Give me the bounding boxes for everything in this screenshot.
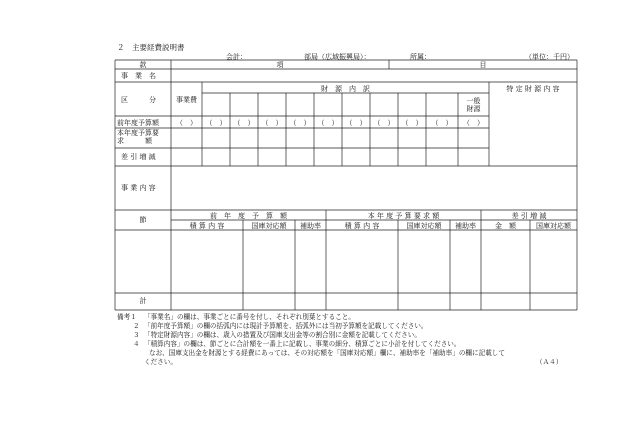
note-4: 「積算内容」の欄は、節ごとに合計額を一番上に記載し、事業の細分、積算ごとに小計を付してください。 [144, 340, 461, 348]
paren-cell: （ ） [233, 119, 255, 127]
unit-label: （単位：千円） [525, 53, 574, 61]
paren-cell: （ ） [289, 119, 311, 127]
bureau-label: 部局（広域振興局）： [304, 53, 371, 61]
notes-label: 備考１ [117, 313, 137, 321]
moku-header: 目 [479, 61, 487, 69]
cur-estimate-header: 積 算 内 容 [344, 222, 380, 230]
setsu-header: 節 [139, 216, 147, 224]
current-request-detail-header: 本 年 度 予 算 要 求 額 [367, 212, 440, 220]
section-title: ２ 主要経費説明書 [117, 43, 185, 52]
note-2-number: ２ [133, 322, 140, 330]
funding-breakdown-header: 財 源 内 訳 [321, 85, 370, 93]
diff-national-header: 国庫対応額 [536, 222, 571, 230]
paren-cell: （ ） [205, 119, 227, 127]
project-content-label: 事 業 内 容 [121, 184, 156, 192]
paren-cell: （ ） [345, 119, 367, 127]
paren-cell: （ ） [261, 119, 283, 127]
diff-amount-header: 金 額 [495, 222, 516, 230]
paren-cell: （ ） [401, 119, 423, 127]
note-4-end: ください。 [144, 358, 177, 366]
paren-cell: （ ） [317, 119, 339, 127]
cur-national-header: 国庫対応額 [406, 222, 442, 230]
note-4-number: ４ [133, 340, 140, 348]
general-funds-header: 一般 財源 [466, 97, 481, 113]
kan-header: 款 [139, 61, 147, 69]
prev-subsidy-rate-header: 補助率 [300, 222, 321, 230]
project-cost-header: 事業費 [176, 96, 197, 104]
note-4-continued: なお、国庫支出金を財源とする経費にあっては、その対応額を「国庫対応額」欄に、補助率を「補助率」の欄に記載して [149, 349, 505, 357]
paper-size-label: （Ａ４） [536, 358, 563, 366]
cur-subsidy-rate-header: 補助率 [455, 222, 476, 230]
prev-national-header: 国庫対応額 [251, 222, 287, 230]
prev-budget-detail-header: 前 年 度 予 算 額 [210, 212, 287, 220]
division-label: 区 分 [121, 96, 156, 104]
paren-cell: （ ） [373, 119, 395, 127]
prev-estimate-header: 積 算 内 容 [189, 222, 225, 230]
note-3-number: ３ [133, 331, 140, 339]
paren-cell: （ ） [431, 119, 453, 127]
request-label-line1: 本年度予算要 [117, 129, 159, 137]
difference-label: 差 引 増 減 [121, 153, 156, 161]
account-label: 会計： [226, 53, 247, 61]
affiliation-label: 所属： [410, 53, 431, 61]
paren-cell: （ ） [463, 119, 484, 127]
diff-detail-header: 差 引 増 減 [511, 212, 547, 220]
note-3: 「特定財源内容」の欄は、歳入の措置及び国庫支出金等の割合別に金額を記載してください。 [144, 331, 421, 339]
specific-funds-header: 特 定 財 源 内 容 [506, 85, 560, 93]
prev-budget-label: 前年度予算額 [117, 119, 159, 127]
project-name-label: 事 業 名 [121, 72, 156, 80]
paren-cell: （ ） [176, 119, 197, 127]
total-label: 計 [139, 297, 147, 305]
note-1: 「事業名」の欄は、事業ごとに番号を付し、それぞれ別葉とすること。 [144, 313, 355, 321]
note-2: 「前年度予算額」の欄の括弧内には現計予算額を、括弧外には当初予算額を記載してください。 [144, 322, 428, 330]
request-label-line2: 求 額 [117, 137, 152, 145]
kou-header: 項 [276, 61, 284, 69]
